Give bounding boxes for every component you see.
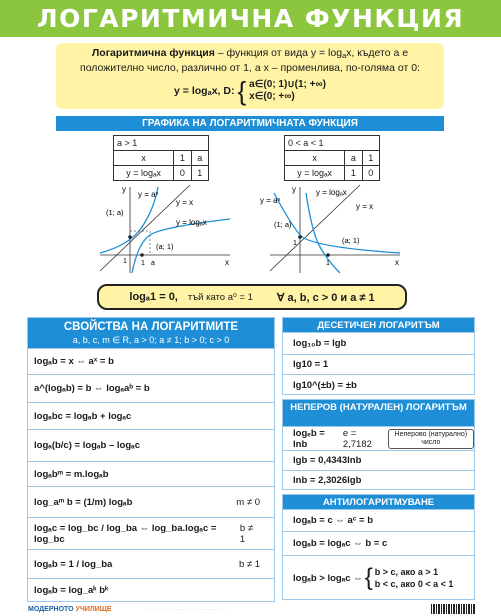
graph-a-less-1 — [260, 183, 410, 275]
domain-cases: a∈(0; 1)∪(1; +∞) x∈(0; +∞) — [249, 79, 326, 102]
property-row: logₐbᵐ = m.logₐb — [28, 461, 274, 486]
antilog-ineq-row: logₐb > logₐc ⇔ { b > c, ако a > 1 b < c, ако 0 < a < 1 — [283, 555, 474, 600]
natural-row: logₑb = lnb e = 2,7182 Неперово (натурално) число — [283, 426, 474, 450]
page-title: ЛОГАРИТМИЧНА ФУНКЦИЯ — [0, 0, 501, 37]
svg-text:x: x — [225, 258, 229, 267]
properties-header: СВОЙСТВА НА ЛОГАРИТМИТЕ a, b, c, m ∈ R, a > 0; a ≠ 1; b > 0; c > 0 — [28, 318, 274, 348]
graph-section-header: ГРАФИКА НА ЛОГАРИТМИЧНАТА ФУНКЦИЯ — [56, 116, 444, 131]
footer — [28, 603, 475, 615]
svg-text:y = aˣ: y = aˣ — [260, 196, 281, 205]
identity-box: logₐ1 = 0, тъй като a⁰ = 1 ∀ a, b, c > 0 и a ≠ 1 — [97, 284, 407, 310]
definition-line1: Логаритмична функция – функция от вида $y = \log_ax$, където a е — [91, 47, 409, 60]
y-label: y — [122, 185, 126, 194]
natural-log-panel: НЕПЕРОВ (НАТУРАЛЕН) ЛОГАРИТЪМ logₑb = lnb e = 2,7182 Неперово (натурално) число lgb = 0,4343lnb lnb = 2,3026lgb — [282, 399, 475, 490]
table-a-greater-1: a > 1 x 1 a y = logₐx 0 1 — [113, 135, 209, 181]
property-row: logₐc = log_bc / log_ba ⇔ log_ba.logₐc = log_bc b ≠ 1 — [28, 517, 274, 549]
svg-text:y = x: y = x — [356, 202, 374, 211]
svg-text:x: x — [395, 258, 399, 267]
table-a-less-1: 0 < a < 1 x a 1 y = logₐx 1 0 — [284, 135, 380, 181]
svg-text:(1; a): (1; a) — [106, 208, 124, 217]
svg-text:(1; a): (1; a) — [274, 220, 292, 229]
svg-text:a: a — [151, 260, 155, 267]
svg-text:(a; 1): (a; 1) — [156, 242, 174, 251]
property-row: logₐb = 1 / log_ba b ≠ 1 — [28, 549, 274, 578]
property-row: logₐ(b/c) = logₐb – logₐc — [28, 429, 274, 461]
property-row: a^(logₐb) = b ⇔ logₐaᵇ = b — [28, 374, 274, 402]
graph-a-greater-1 — [90, 183, 240, 275]
svg-text:1: 1 — [141, 260, 145, 267]
barcode — [431, 604, 475, 614]
svg-text:y = logₐx: y = logₐx — [176, 218, 207, 227]
svg-text:(a; 1): (a; 1) — [342, 236, 360, 245]
svg-text:y: y — [292, 185, 296, 194]
svg-text:y = aˣ: y = aˣ — [138, 190, 159, 199]
publisher-logo: МОДЕРНОТО УЧИЛИЩЕ — [28, 605, 112, 613]
svg-text:1: 1 — [123, 258, 127, 265]
definition-box — [56, 43, 444, 109]
svg-text:y = logₐx: y = logₐx — [316, 188, 347, 197]
property-row: log_aᵐ b = (1/m) logₐb m ≠ 0 — [28, 486, 274, 517]
property-row: logₐb = x ⇔ aˣ = b — [28, 348, 274, 374]
svg-text:1: 1 — [326, 260, 330, 267]
property-row: logₐbc = logₐb + logₐc — [28, 402, 274, 429]
definition-equation: y = log $_a$ x, D: { a∈(0; 1)∪(1; +∞) x∈(0; +∞) — [174, 76, 326, 106]
properties-panel — [27, 317, 275, 602]
property-row: logₐb = log_aᵏ bᵏ — [28, 578, 274, 602]
svg-text:y = x: y = x — [176, 198, 194, 207]
svg-text:1: 1 — [293, 240, 297, 247]
brace: { — [237, 76, 247, 106]
fine-print: · · · · · · · · · · · · · · · · · · · · · · · · · · · · · · · · · · — [146, 606, 229, 612]
log-curve — [132, 219, 230, 273]
antilog-panel: АНТИЛОГАРИТМУВАНЕ logₐb = c ⇔ aᶜ = b logₐb = logₐc ⇔ b = c logₐb > logₐc ⇔ { b > c, ако a > 1 b < c, ако 0 < a < 1 — [282, 494, 475, 600]
decimal-log-panel: ДЕСЕТИЧЕН ЛОГАРИТЪМ log₁₀b = lgb lg10 = 1 lg10^(±b) = ±b — [282, 317, 475, 395]
definition-line2: положително число, различно от 1, а x – променлива, по-голяма от 0: — [80, 62, 420, 74]
